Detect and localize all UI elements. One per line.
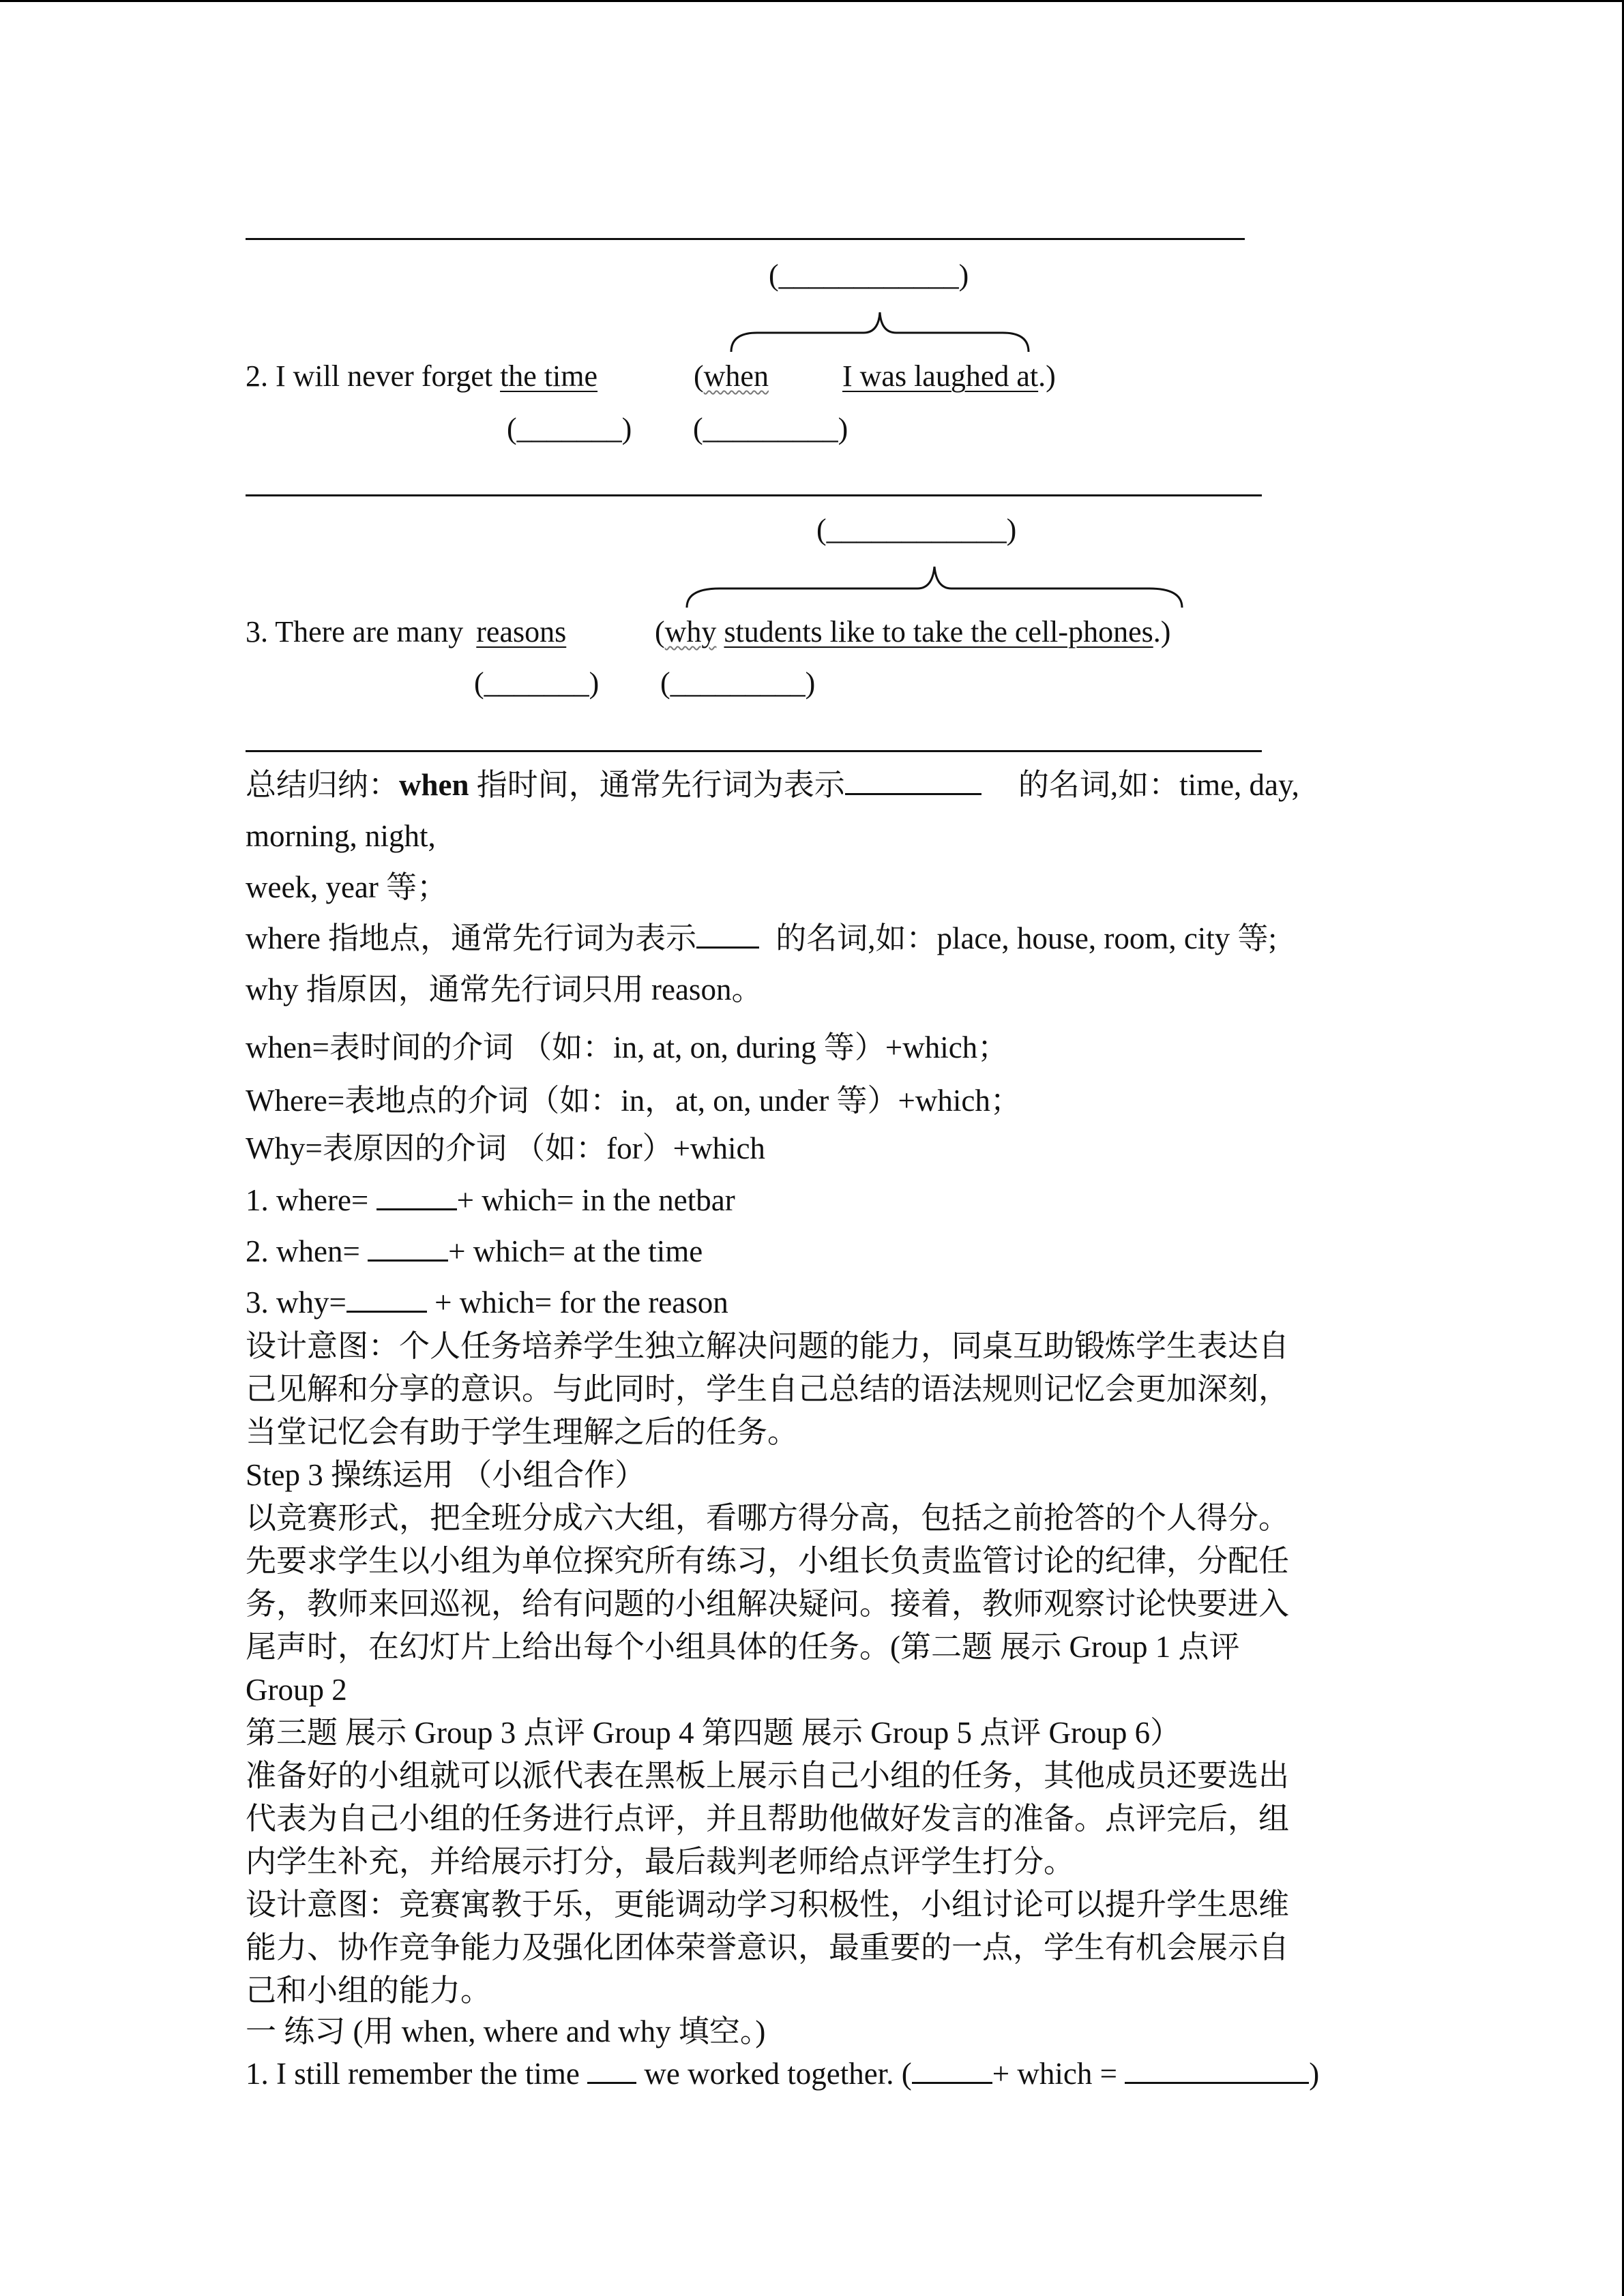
fill-item-when xyxy=(246,1232,703,1271)
ex3-relative-clause xyxy=(655,612,1170,652)
summary-when-cont1: morning, night, xyxy=(246,819,436,853)
ex2-main-text: I will never forget xyxy=(276,359,493,393)
ex2-open-paren: ( xyxy=(694,359,704,393)
question-text: 1. I still remember the time xyxy=(246,2057,588,2091)
summary-where-examples: 的名词,如：place, house, room, city 等; xyxy=(776,921,1278,955)
ex2-antecedent: the time xyxy=(500,359,598,393)
ex3-brace xyxy=(685,563,1183,612)
summary-when-cont2: week, year 等； xyxy=(246,870,448,904)
paragraph-line: 己见解和分享的意识。与此同时，学生自己总结的语法规则记忆会更加深刻， xyxy=(246,1372,1290,1406)
ex3-antecedent: reasons xyxy=(476,615,567,648)
ex3-sentence xyxy=(246,612,566,652)
design-intent-paragraph xyxy=(246,1325,1391,1454)
ex2-clause-text: I was laughed at xyxy=(842,359,1039,393)
ex3-right-blank: (_________) xyxy=(660,666,816,700)
summary-eq-where: Where=表地点的介词（如：in，at, on, under 等）+which； xyxy=(246,1084,1021,1118)
summary-label: 总结归纳： xyxy=(246,768,400,802)
summary-where-blank xyxy=(696,922,759,949)
paragraph-line: 己和小组的能力。 xyxy=(246,1973,492,2008)
fill-item-text: + which= in the netbar xyxy=(456,1183,735,1217)
summary-when-word: when xyxy=(399,768,469,802)
paragraph-line: 先要求学生以小组为单位探究所有练习，小组长负责监管讨论的纪律，分配任 xyxy=(246,1544,1290,1578)
separator-rule xyxy=(246,494,1262,496)
ex3-top-blank: (____________) xyxy=(816,513,1017,546)
fill-item-why xyxy=(246,1283,728,1322)
ex2-sentence xyxy=(246,357,597,396)
question-text: + which = xyxy=(992,2057,1125,2091)
paragraph-line: 设计意图：竞赛寓教于乐，更能调动学习积极性，小组讨论可以提升学生思维 xyxy=(246,1888,1290,1922)
ex2-relative-clause xyxy=(694,357,769,396)
design-intent-paragraph xyxy=(246,1883,1391,2012)
paragraph-line: 以竞赛形式，把全班分成六大组，看哪方得分高，包括之前抢答的个人得分。 xyxy=(246,1501,1290,1535)
ex3-relative-word: why xyxy=(664,615,717,648)
ex2-right-blank: (_________) xyxy=(693,412,848,445)
ex3-main-text: There are many xyxy=(275,615,464,648)
fill-item-label: 2. when= xyxy=(246,1234,368,1268)
summary-why-line: why 指原因，通常先行词只用 reason。 xyxy=(246,972,763,1007)
ex2-clause xyxy=(842,357,1056,396)
summary-when-blank xyxy=(845,769,981,795)
summary-eq-why: Why=表原因的介词 （如：for）+which xyxy=(246,1131,765,1165)
fill-item-label: 3. why= xyxy=(246,1285,346,1320)
ex2-number: 2. xyxy=(246,359,268,393)
answer-blank xyxy=(1125,2057,1309,2084)
practice-question-1 xyxy=(246,2054,1319,2093)
fill-item-label: 1. where= xyxy=(246,1183,377,1217)
page-border-top xyxy=(0,0,1624,2)
answer-blank xyxy=(587,2057,636,2084)
ex2-top-blank: (____________) xyxy=(769,258,969,292)
separator-rule xyxy=(246,750,1262,752)
paragraph-line: 设计意图：个人任务培养学生独立解决问题的能力，同桌互助锻炼学生表达自 xyxy=(246,1329,1290,1363)
ex3-close: .) xyxy=(1153,615,1171,648)
paragraph-line: 尾声时，在幻灯片上给出每个小组具体的任务。(第二题 展示 Group 1 点评 xyxy=(246,1630,1240,1664)
fill-blank xyxy=(368,1235,448,1262)
step3-section xyxy=(246,1454,1391,1883)
ex3-left-blank: (_______) xyxy=(474,666,600,700)
question-text: we worked together. ( xyxy=(636,2057,912,2091)
answer-blank xyxy=(912,2057,992,2084)
summary-when-line xyxy=(246,765,1299,805)
paragraph-line: 准备好的小组就可以派代表在黑板上展示自己小组的任务，其他成员还要选出 xyxy=(246,1759,1290,1793)
paragraph-line: 务，教师来回巡视，给有问题的小组解决疑问。接着，教师观察讨论快要进入 xyxy=(246,1587,1290,1621)
fill-blank xyxy=(346,1286,427,1313)
ex3-number: 3. xyxy=(246,615,268,648)
ex2-close: .) xyxy=(1038,359,1056,393)
paragraph-line: 当堂记忆会有助于学生理解之后的任务。 xyxy=(246,1415,799,1449)
separator-rule xyxy=(246,238,1245,240)
fill-item-text: + which= at the time xyxy=(448,1234,703,1268)
paragraph-line: 第三题 展示 Group 3 点评 Group 4 第四题 展示 Group 5 点评 Group 6） xyxy=(246,1716,1181,1750)
fill-item-text: + which= for the reason xyxy=(426,1285,728,1320)
fill-item-where xyxy=(246,1180,735,1220)
summary-when-examples: 的名词,如：time, day, xyxy=(1018,768,1299,802)
ex3-open-paren: ( xyxy=(655,615,665,648)
paragraph-line: 代表为自己小组的任务进行点评，并且帮助他做好发言的准备。点评完后，组 xyxy=(246,1802,1290,1836)
summary-where-line xyxy=(246,919,1277,958)
practice-heading: 一 练习 (用 when, where and why 填空。) xyxy=(246,2014,766,2048)
summary-when-text: 指时间，通常先行词为表示 xyxy=(469,768,845,802)
question-text: ) xyxy=(1309,2057,1320,2091)
ex3-clause-text: students like to take the cell-phones xyxy=(724,615,1153,648)
paragraph-line: Group 2 xyxy=(246,1673,347,1707)
summary-eq-when: when=表时间的介词 （如：in, at, on, during 等）+which； xyxy=(246,1030,1009,1064)
fill-blank xyxy=(377,1184,457,1210)
ex2-relative-word: when xyxy=(703,359,769,393)
ex2-brace xyxy=(730,308,1030,356)
paragraph-line: 能力、协作竞争能力及强化团体荣誉意识，最重要的一点，学生有机会展示自 xyxy=(246,1930,1290,1965)
summary-where-text: where 指地点，通常先行词为表示 xyxy=(246,921,697,955)
ex2-left-blank: (_______) xyxy=(507,412,632,445)
paragraph-line: 内学生补充，并给展示打分，最后裁判老师给点评学生打分。 xyxy=(246,1845,1075,1879)
step3-title: Step 3 操练运用 （小组合作） xyxy=(246,1458,646,1492)
